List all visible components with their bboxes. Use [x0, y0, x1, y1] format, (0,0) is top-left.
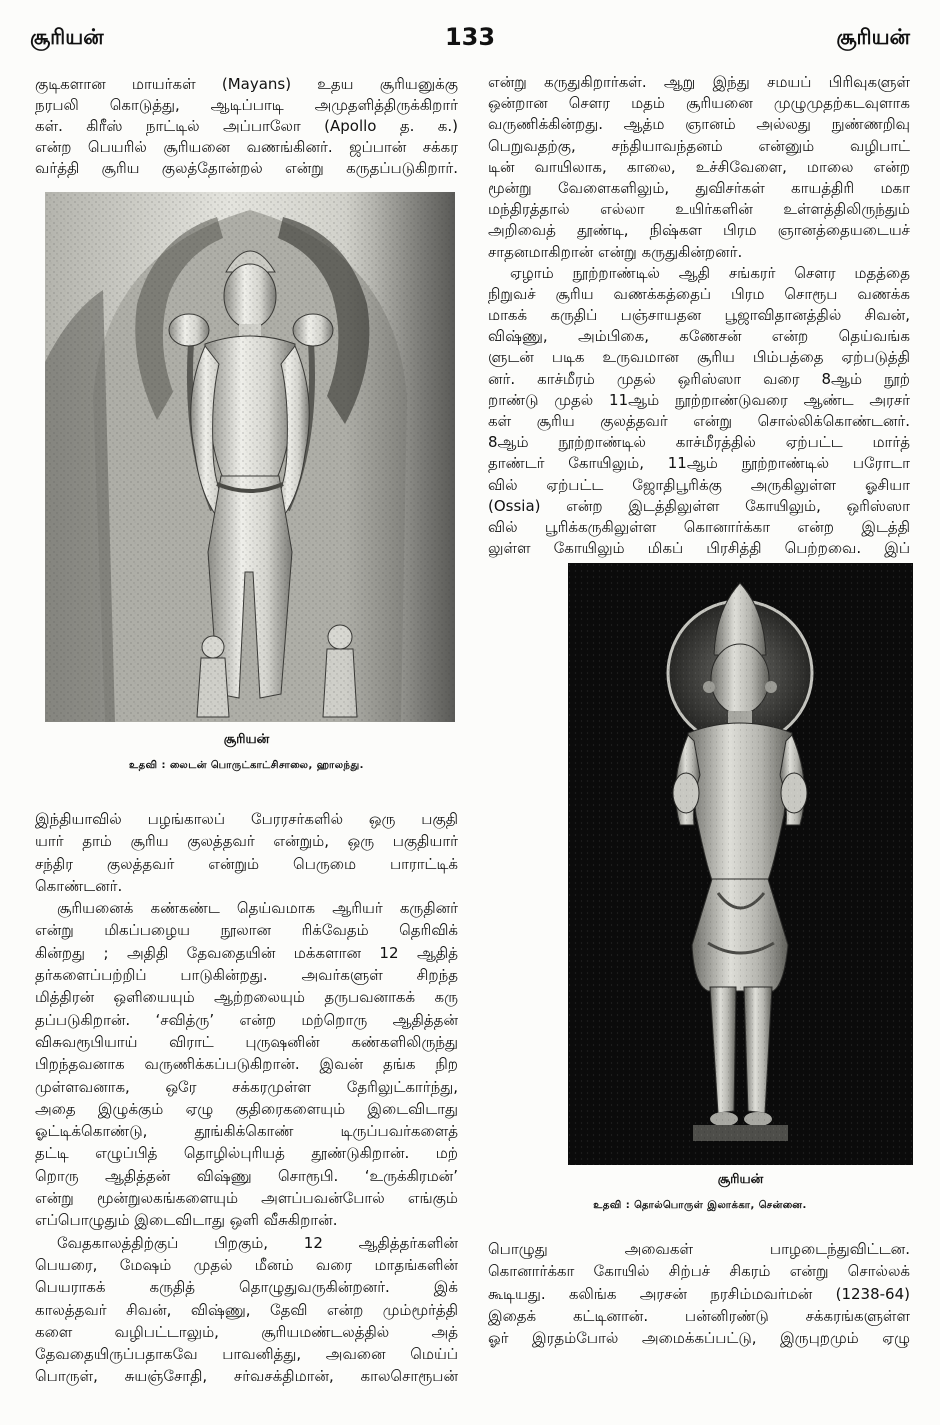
photo-grain [568, 563, 913, 1165]
text-line: என்று மிகப்பழைய நூலான ரிக்வேதம் தெரிவிக் [35, 921, 458, 940]
text-line: பொழுது அவைகள் பாழடைந்துவிட்டன. [488, 1240, 910, 1258]
right-column-body [488, 1238, 910, 1349]
text-line: மித்திரன் ஒளியையும் ஆற்றலையும் தருபவனாகக் கரு [35, 988, 458, 1007]
text-line: பெறுவதற்கு, சந்தியாவந்தனம் என்னும் வழிபாட் [488, 136, 910, 155]
right-figure-photo [568, 563, 913, 1165]
text-line: மந்திரத்தால் எல்லா உயிர்களின் உள்ளத்திலிருந்தும் [488, 200, 910, 219]
text-line: பொருள், சுயஞ்சோதி, சர்வசக்திமான், காலசொரூபன் [35, 1367, 458, 1386]
text-line: நரபலி கொடுத்து, ஆடிப்பாடி அமுதளித்திருக்கிறார் [35, 96, 458, 114]
left-figure-caption: சூரியன் [223, 732, 270, 747]
surya-bronze-photo [568, 563, 913, 1165]
text-line: வில் ஏற்பட்ட ஜோதிபூரிக்கு அருகிலுள்ள ஓசியா [488, 475, 910, 494]
photo-grain [45, 192, 455, 722]
text-line: (Ossia) என்ற இடத்திலுள்ள கோயிலும், ஒரிஸ்ஸா [488, 496, 910, 515]
surya-relief-photo [45, 192, 455, 722]
text-line: காலத்தவர் சிவன், விஷ்ணு, தேவி என்ற மும்மூர்த்தி [35, 1300, 458, 1319]
text-line: ஒன்றான சௌர மதம் சூரியனை முழுமுதற்கடவுளாக [488, 94, 910, 113]
text-line: ஓர் இரதம்போல் அமைக்கப்பட்டு, இருபுறமும் ஏழு [488, 1329, 910, 1348]
text-line: ஏழாம் நூற்றாண்டில் ஆதி சங்கரர் சௌர மதத்தை [510, 263, 910, 282]
text-line: களை வழிபட்டாலும், சூரியமண்டலத்தில் அத் [35, 1322, 458, 1341]
text-line: என்று மூன்றுலகங்களையும் அளப்பவன்போல் எங்கும் [35, 1189, 458, 1208]
text-line: மூன்று வேளைகளிலும், துவிசர்கள் காயத்திரி மகா [488, 178, 910, 197]
right-column-text [488, 72, 910, 559]
left-figure-photo [45, 192, 455, 722]
text-line: பெயரை, மேஷம் முதல் மீனம் வரை மாதங்களின் [35, 1255, 458, 1274]
running-head-left: சூரியன் [30, 25, 104, 49]
text-line: சந்திர குலத்தவர் என்றும் பெருமை பாராட்டிக் [35, 854, 458, 873]
text-line: பிறந்தவனாக வருணிக்கப்படுகிறான். இவன் தங்க நிற [35, 1055, 458, 1074]
text-line: விஷ்ணு, அம்பிகை, கணேசன் என்ற தெய்வங்க [488, 327, 910, 346]
text-line: கொனார்க்கா கோயில் சிற்பச் சிகரம் என்று சொல்லக் [488, 1262, 910, 1281]
text-line: எப்பொழுதும் இடைவிடாது ஒளி வீசுகிறான். [35, 1211, 338, 1230]
text-line: வர்த்தி சூரிய குலத்தோன்றல் என்று கருதப்படுகிறார். [35, 159, 458, 177]
text-line: வில் பூரிக்கருகிலுள்ள கொனார்க்கா என்ற இடத்தி [488, 517, 910, 536]
text-line: வருணிக்கின்றது. ஆத்ம ஞானம் அல்லது நுண்ணறிவு [488, 115, 910, 134]
text-line: மாகக் கருதிப் பஞ்சாயதன பூஜாவிதானத்தில் சிவன், [488, 306, 910, 325]
page-number: 133 [444, 23, 496, 51]
text-line: முள்ளவனாக, ஒரே சக்கரமுள்ள தேரிலுட்கார்ந்து, [35, 1077, 458, 1096]
text-line: என்ற பெயரில் சூரியனை வணங்கினர். ஜப்பான் சக்கர [35, 138, 458, 156]
text-line: பெயராகக் கருதித் தொழுதுவருகின்றனர். இக் [35, 1278, 458, 1297]
text-line: விசுவரூபியாய் விராட் புருஷனின் கண்களிலிருந்து [35, 1032, 458, 1051]
text-line: டின் வாயிலாக, காலை, உச்சிவேளை, மாலை என்ற [488, 157, 910, 176]
text-line: அறிவைத் தூண்டி, நிஷ்கள பிரம ஞானத்தையடையச் [488, 221, 910, 240]
text-line: தாண்டர் கோயிலும், 11ஆம் நூற்றாண்டில் பரோடா [488, 454, 910, 473]
text-line: னர். காச்மீரம் முதல் ஒரிஸ்ஸா வரை 8ஆம் நூற் [488, 369, 910, 388]
text-line: அதை இழுக்கும் ஏழு குதிரைகளையும் இடைவிடாது [35, 1099, 458, 1118]
text-line: லுள்ள கோயிலும் மிகப் பிரசித்தி பெற்றவை. இப் [488, 539, 910, 558]
text-line: தப்படுகிறான். ‘சவித்ரு’ என்ற மற்றொரு ஆதித்தன் [35, 1010, 458, 1029]
text-line: இதைக் கட்டினான். பன்னிரண்டு சக்கரங்களுள்ள [488, 1306, 910, 1325]
right-figure-credit: உதவி : தொல்பொருள் இலாக்கா, சென்னை. [593, 1200, 807, 1211]
text-line: வேதகாலத்திற்குப் பிறகும், 12 ஆதித்தர்களின் [57, 1233, 458, 1252]
right-figure-caption: சூரியன் [717, 1172, 764, 1187]
text-line: கொண்டனர். [35, 876, 123, 895]
text-line: கூடியது. கலிங்க அரசன் நரசிம்மவர்மன் (1238-64) [488, 1284, 910, 1303]
running-head-right: சூரியன் [836, 25, 910, 49]
text-line: 8ஆம் நூற்றாண்டில் காச்மீரத்தில் ஏற்பட்ட மார்த் [488, 433, 910, 452]
text-line: கள் சூரிய குலத்தவர் என்று சொல்லிக்கொண்டனர். [488, 412, 910, 430]
text-line: ளுடன் படிக உருவமான சூரிய பிம்பத்தை ஏற்படுத்தி [488, 348, 910, 367]
left-column-body [35, 808, 458, 1388]
text-line: றொரு ஆதித்தன் விஷ்ணு சொரூபி. ‘உருக்கிரமன்’ [35, 1166, 458, 1185]
text-line: என்று கருதுகிறார்கள். ஆறு இந்து சமயப் பிரிவுகளுள் [488, 73, 910, 91]
left-column-intro-paragraph [35, 74, 458, 179]
text-line: ஓட்டிக்கொண்டு, தூங்கிக்கொண் டிருப்பவர்களைத் [35, 1122, 458, 1141]
text-line: கள். கிரீஸ் நாட்டில் அப்பாலோ (Apollo த. க.) [35, 117, 458, 135]
left-figure-credit: உதவி : லைடன் பொருட்காட்சிசாலை, ஹாலந்து. [129, 760, 364, 771]
text-line: குடிகளான மாயர்கள் (Mayans) உதய சூரியனுக்கு [35, 75, 458, 93]
text-line: தர்களைப்பற்றிப் பாடுகின்றது. அவர்களுள் சிறந்த [35, 966, 458, 985]
text-line: நிறுவச் சூரிய வணக்கத்தைப் பிரம சொரூப வணக்க [488, 284, 910, 303]
text-line: கின்றது ; அதிதி தேவதையின் மக்களான 12 ஆதித் [35, 943, 458, 962]
text-line: சாதனமாகிறான் என்று கருதுகின்றனர். [488, 242, 743, 261]
text-line: தட்டி எழுப்பித் தொழில்புரியத் தூண்டுகிறான். மற் [35, 1144, 458, 1163]
text-line: யார் தாம் சூரிய குலத்தவர் என்றும், ஒரு பகுதியார் [35, 832, 458, 851]
text-line: தேவதையிருப்பதாகவே பாவனித்து, அவனை மெய்ப் [35, 1345, 458, 1364]
text-line: சூரியனைக் கண்கண்ட தெய்வமாக ஆரியர் கருதினர் [57, 899, 458, 918]
text-line: றாண்டு முதல் 11ஆம் நூற்றாண்டுவரை ஆண்ட அரசர் [488, 390, 910, 409]
text-line: இந்தியாவில் பழங்காலப் பேரரசர்களில் ஒரு பகுதி [35, 810, 458, 828]
